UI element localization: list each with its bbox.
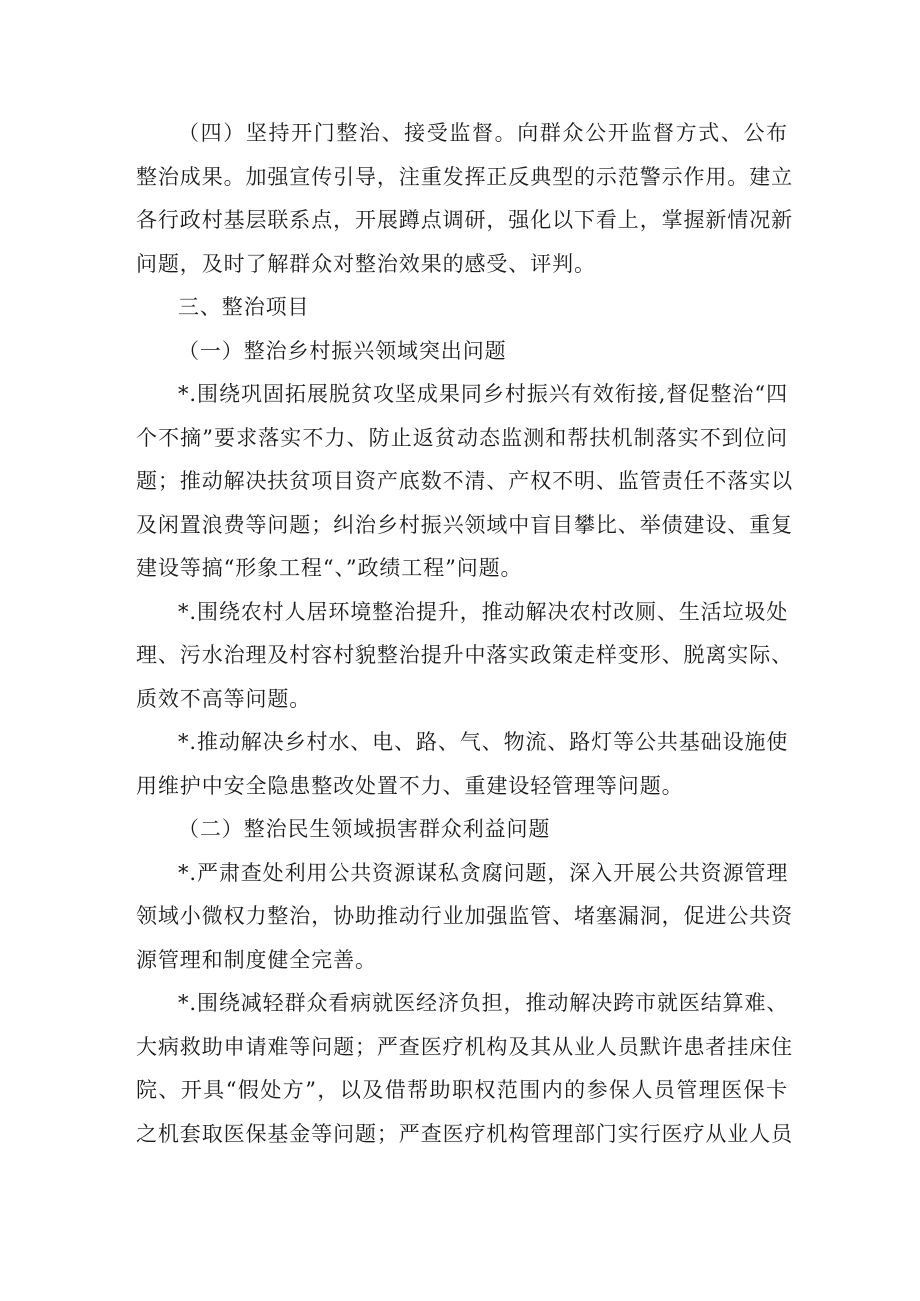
paragraph-p-oversight bbox=[136, 112, 793, 286]
text-line: 整治成果。加强宣传引导，注重发挥正反典型的示范警示作用。建立 bbox=[136, 164, 793, 189]
text-line: 及闲置浪费等问题；纠治乡村振兴领域中盲目攀比、举债建设、重复 bbox=[136, 512, 793, 537]
text-line: *.围绕减轻群众看病就医经济负担，推动解决跨市就医结算难、 bbox=[178, 991, 789, 1015]
text-line: 质效不高等问题。 bbox=[136, 686, 312, 711]
paragraph-h-livelihood bbox=[136, 808, 788, 852]
text-line: （四）坚持开门整治、接受监督。向群众公开监督方式、公布 bbox=[178, 121, 788, 145]
paragraph-h-rural bbox=[136, 330, 788, 374]
paragraph-p-livelihood-2 bbox=[136, 982, 793, 1156]
paragraph-p-rural-1 bbox=[136, 373, 793, 591]
text-line: （二）整治民生领域损害群众利益问题 bbox=[178, 817, 551, 841]
text-line: 问题，及时了解群众对整治效果的感受、评判。 bbox=[136, 251, 596, 276]
text-line: 各行政村基层联系点，开展蹲点调研，强化以下看上，掌握新情况新 bbox=[136, 208, 793, 232]
text-line: *.围绕农村人居环境整治提升，推动解决农村改厕、生活垃圾处 bbox=[178, 599, 789, 624]
text-line: *.推动解决乡村水、电、路、气、物流、路灯等公共基础设施使 bbox=[178, 730, 789, 754]
text-line: 大病救助申请难等问题；严查医疗机构及其从业人员默许患者挂床住 bbox=[136, 1034, 793, 1059]
text-line: 之机套取医保基金等问题；严查医疗机构管理部门实行医疗从业人员 bbox=[136, 1121, 793, 1146]
text-line: *.围绕巩固拓展脱贫攻坚成果同乡村振兴有效衔接,督促整治“四 bbox=[178, 382, 788, 406]
text-line: 源管理和制度健全完善。 bbox=[136, 947, 377, 972]
document-body bbox=[136, 112, 793, 1156]
text-line: 理、污水治理及村容村貌整治提升中落实政策走样变形、脱离实际、 bbox=[136, 643, 793, 667]
text-line: （一）整治乡村振兴领域突出问题 bbox=[178, 338, 507, 363]
paragraph-p-livelihood-1 bbox=[136, 852, 793, 983]
text-line: *.严肃查处利用公共资源谋私贪腐问题，深入开展公共资源管理 bbox=[178, 860, 789, 885]
text-line: 三、整治项目 bbox=[178, 295, 310, 319]
paragraph-h-section3 bbox=[136, 286, 788, 330]
text-line: 建设等搞“形象工程“、”政绩工程”问题。 bbox=[136, 556, 523, 580]
text-line: 用维护中安全隐患整改处置不力、重建设轻管理等问题。 bbox=[136, 773, 684, 798]
text-line: 院、开具“假处方”，以及借帮助职权范围内的参保人员管理医保卡 bbox=[136, 1078, 788, 1102]
text-line: 题；推动解决扶贫项目资产底数不清、产权不明、监管责任不落实以 bbox=[136, 469, 793, 493]
paragraph-p-rural-3 bbox=[136, 721, 788, 808]
text-line: 领域小微权力整治，协助推动行业加强监管、堵塞漏洞，促进公共资 bbox=[136, 904, 793, 928]
paragraph-p-rural-2 bbox=[136, 591, 793, 722]
text-line: 个不摘”要求落实不力、防止返贫动态监测和帮扶机制落实不到位问 bbox=[136, 425, 788, 450]
